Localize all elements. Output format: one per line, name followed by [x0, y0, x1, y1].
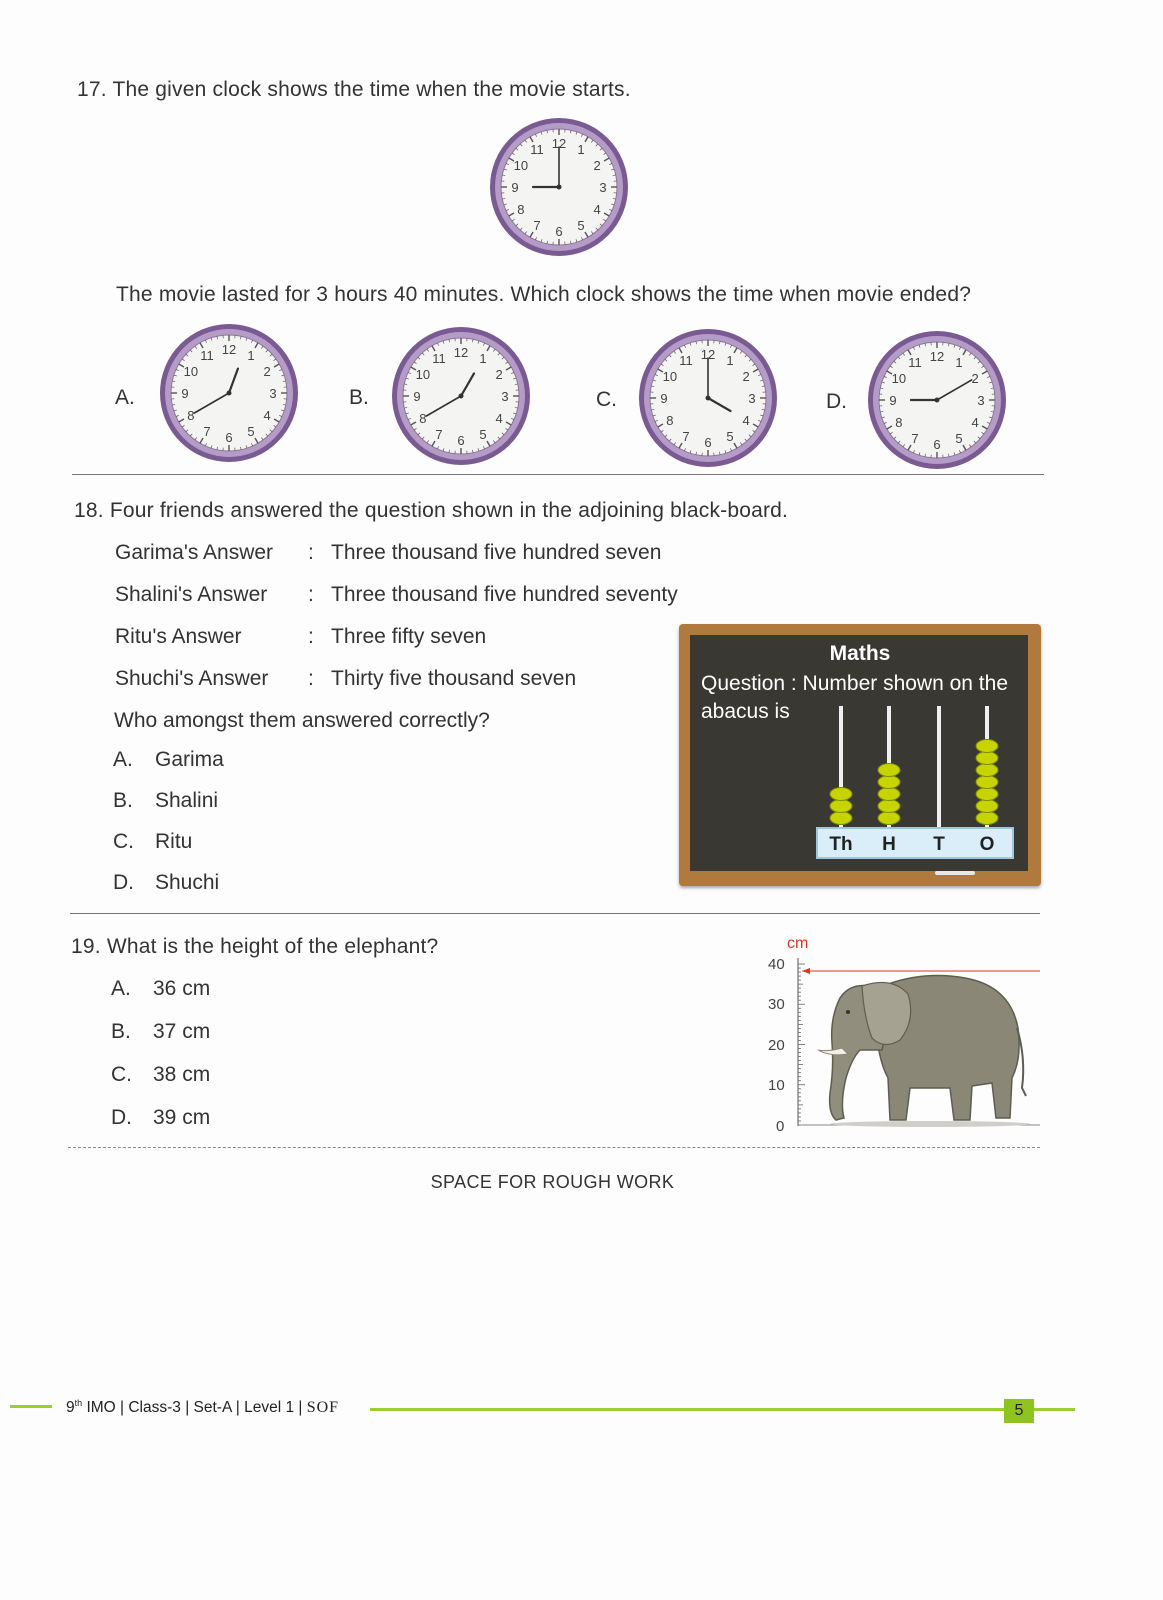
- answer-colon: :: [308, 541, 314, 564]
- q18-option-b[interactable]: [113, 789, 313, 830]
- answer-colon: :: [308, 667, 314, 690]
- clock-numeral: 2: [971, 371, 979, 386]
- q18-prompt: Who amongst them answered correctly?: [114, 709, 490, 732]
- clock-numeral: 11: [908, 354, 922, 370]
- clock-numeral: 11: [200, 347, 214, 363]
- clock-numeral: 10: [513, 158, 529, 173]
- q18-option-d[interactable]: [113, 871, 313, 912]
- elephant-figure: [760, 928, 1050, 1138]
- clock-numeral: 4: [263, 408, 271, 423]
- abacus-bead: [878, 800, 900, 813]
- clock-numeral: 9: [660, 391, 668, 406]
- abacus-bead: [878, 764, 900, 777]
- abacus-bead: [878, 812, 900, 825]
- option-label: D.: [113, 871, 134, 894]
- q17-option-d-label[interactable]: D.: [826, 390, 847, 413]
- abacus: [809, 700, 1029, 860]
- clock-numeral: 8: [895, 415, 903, 430]
- ruler-label-20: 20: [768, 1037, 785, 1054]
- q18-text: Four friends answered the question shown in the adjoining black-board.: [109, 499, 789, 522]
- footer-details: IMO | Class-3 | Set-A | Level 1 |: [82, 1399, 307, 1417]
- clock-numeral: 4: [971, 415, 979, 430]
- option-text: 39 cm: [153, 1106, 211, 1129]
- option-text: Ritu: [155, 830, 193, 853]
- clock-numeral: 7: [203, 424, 211, 440]
- q18-option-a[interactable]: [113, 748, 313, 789]
- clock-numeral: 11: [679, 352, 693, 368]
- clock-numeral: 3: [748, 391, 756, 406]
- answer-text: Three fifty seven: [331, 625, 487, 648]
- height-marker-arrow: [802, 968, 810, 974]
- clock-numeral: 12: [551, 136, 567, 151]
- q18-option-c[interactable]: [113, 830, 313, 871]
- option-label: C.: [111, 1063, 132, 1086]
- clock-numeral: 10: [662, 369, 678, 384]
- footer-line-left: [10, 1405, 52, 1408]
- answer-name: Shalini's Answer: [115, 583, 268, 606]
- answer-name: Shuchi's Answer: [115, 667, 269, 690]
- option-label: B.: [111, 1020, 131, 1043]
- option-label: A.: [113, 748, 133, 771]
- clock-numeral: 5: [955, 431, 963, 447]
- clock-numeral: 5: [726, 429, 734, 445]
- start-clock: [488, 116, 630, 258]
- rough-work-divider: [68, 1147, 1040, 1148]
- clock-pivot: [459, 394, 464, 399]
- clock-numeral: 9: [413, 389, 421, 404]
- q17-text: The given clock shows the time when the movie starts.: [112, 78, 631, 101]
- clock-numeral: 1: [726, 352, 734, 368]
- clock-pivot: [557, 185, 562, 190]
- clock-numeral: 10: [891, 371, 907, 386]
- abacus-place-label: Th: [829, 834, 853, 855]
- option-d-clock[interactable]: [866, 329, 1008, 471]
- clock-numeral: 1: [577, 141, 585, 157]
- blackboard: [679, 624, 1041, 886]
- divider-1: [72, 474, 1044, 475]
- option-label: D.: [111, 1106, 132, 1129]
- option-text: 36 cm: [153, 977, 211, 1000]
- clock-numeral: 2: [263, 364, 271, 379]
- q18-options: [113, 748, 313, 912]
- clock-numeral: 5: [247, 424, 255, 440]
- abacus-bead: [976, 812, 998, 825]
- ruler-label-30: 30: [768, 996, 785, 1013]
- ruler-label-40: 40: [768, 956, 785, 973]
- clock-numeral: 3: [501, 389, 509, 404]
- q19-number: 19.: [71, 935, 101, 958]
- clock-numeral: 6: [933, 437, 941, 452]
- q17-number: 17.: [77, 78, 107, 101]
- divider-2: [70, 913, 1040, 914]
- ruler-minor-ticks: [798, 964, 805, 1125]
- option-text: 37 cm: [153, 1020, 211, 1043]
- clock-numeral: 8: [666, 413, 674, 428]
- clock-numeral: 9: [511, 180, 519, 195]
- clock-numeral: 7: [911, 431, 919, 447]
- answer-name: Garima's Answer: [115, 541, 274, 564]
- clock-numeral: 6: [225, 430, 233, 445]
- abacus-bead: [976, 800, 998, 813]
- chalk-ledge: [935, 871, 975, 875]
- clock-numeral: 6: [457, 433, 465, 448]
- footer-sup: th: [74, 1398, 83, 1408]
- clock-numeral: 4: [742, 413, 750, 428]
- ruler-label-0: 0: [776, 1118, 785, 1135]
- clock-numeral: 8: [517, 202, 525, 217]
- abacus-bead: [830, 812, 852, 825]
- option-text: Garima: [155, 748, 224, 771]
- clock-numeral: 12: [929, 349, 945, 364]
- clock-numeral: 11: [432, 350, 446, 366]
- abacus-bead: [830, 788, 852, 801]
- option-a-clock[interactable]: [158, 322, 300, 464]
- abacus-bead: [976, 752, 998, 765]
- abacus-bead: [976, 764, 998, 777]
- option-c-clock[interactable]: [637, 327, 779, 469]
- clock-numeral: 10: [183, 364, 199, 379]
- clock-numeral: 12: [700, 347, 716, 362]
- option-label: A.: [111, 977, 131, 1000]
- footer-line-right: [370, 1408, 1075, 1411]
- abacus-place-label: H: [882, 834, 896, 855]
- q17-option-c-label[interactable]: C.: [596, 388, 617, 411]
- clock-numeral: 1: [247, 347, 255, 363]
- abacus-place-label: O: [979, 834, 995, 855]
- sof-logo: SOF: [306, 1399, 340, 1417]
- footer-grade: 9: [66, 1399, 75, 1417]
- clock-numeral: 4: [495, 411, 503, 426]
- q17-option-a-label[interactable]: A.: [115, 386, 135, 409]
- answer-text: Three thousand five hundred seven: [331, 541, 662, 564]
- clock-numeral: 8: [419, 411, 427, 426]
- clock-numeral: 2: [495, 367, 503, 382]
- clock-numeral: 9: [889, 393, 897, 408]
- clock-numeral: 7: [682, 429, 690, 445]
- page-number: 5: [1004, 1399, 1034, 1423]
- abacus-bead: [976, 740, 998, 753]
- clock-numeral: 3: [269, 386, 277, 401]
- q19-options: [111, 977, 311, 1149]
- clock-pivot: [227, 391, 232, 396]
- abacus-bead: [878, 776, 900, 789]
- clock-numeral: 7: [533, 218, 541, 234]
- clock-numeral: 2: [742, 369, 750, 384]
- clock-numeral: 10: [415, 367, 431, 382]
- ruler-unit: cm: [787, 935, 809, 952]
- answer-text: Three thousand five hundred seventy: [331, 583, 678, 606]
- board-title: Maths: [829, 642, 891, 665]
- q17-followup: The movie lasted for 3 hours 40 minutes. Which clock shows the time when movie ended?: [116, 283, 972, 306]
- q19-question: [71, 935, 438, 959]
- answer-name: Ritu's Answer: [115, 625, 242, 648]
- board-line-2: abacus is: [701, 700, 790, 723]
- clock-numeral: 3: [977, 393, 985, 408]
- clock-numeral: 7: [435, 427, 443, 443]
- option-text: Shalini: [155, 789, 219, 812]
- clock-numeral: 12: [221, 342, 237, 357]
- q19-option-c[interactable]: [111, 1063, 311, 1106]
- option-label: B.: [113, 789, 133, 812]
- q19-text: What is the height of the elephant?: [106, 935, 439, 958]
- q19-option-b[interactable]: [111, 1020, 311, 1063]
- clock-numeral: 5: [577, 218, 585, 234]
- clock-numeral: 1: [955, 354, 963, 370]
- clock-numeral: 6: [704, 435, 712, 450]
- footer-info: [66, 1398, 339, 1417]
- q19-option-a[interactable]: [111, 977, 311, 1020]
- clock-numeral: 9: [181, 386, 189, 401]
- abacus-bead: [878, 788, 900, 801]
- q18-number: 18.: [74, 499, 104, 522]
- board-line-1: Question : Number shown on the: [701, 672, 1009, 695]
- option-text: 38 cm: [153, 1063, 211, 1086]
- clock-pivot: [706, 396, 711, 401]
- q18-question: [74, 499, 788, 523]
- clock-numeral: 1: [479, 350, 487, 366]
- clock-numeral: 12: [453, 345, 469, 360]
- q17-option-b-label[interactable]: B.: [349, 386, 369, 409]
- abacus-bead: [976, 788, 998, 801]
- option-label: C.: [113, 830, 134, 853]
- abacus-bead: [830, 800, 852, 813]
- ruler-label-10: 10: [768, 1077, 785, 1094]
- elephant-icon: [818, 976, 1030, 1127]
- option-text: Shuchi: [155, 871, 220, 894]
- clock-numeral: 11: [530, 141, 544, 157]
- clock-numeral: 6: [555, 224, 563, 239]
- clock-numeral: 8: [187, 408, 195, 423]
- q17-question: [77, 78, 631, 102]
- clock-pivot: [935, 398, 940, 403]
- clock-numeral: 2: [593, 158, 601, 173]
- q19-option-d[interactable]: [111, 1106, 311, 1149]
- clock-numeral: 5: [479, 427, 487, 443]
- abacus-place-label: T: [933, 834, 945, 855]
- rough-work-heading: SPACE FOR ROUGH WORK: [430, 1172, 675, 1192]
- clock-numeral: 3: [599, 180, 607, 195]
- answer-text: Thirty five thousand seven: [331, 667, 577, 690]
- option-b-clock[interactable]: [390, 325, 532, 467]
- clock-numeral: 4: [593, 202, 601, 217]
- answer-colon: :: [308, 583, 314, 606]
- abacus-bead: [976, 776, 998, 789]
- answer-colon: :: [308, 625, 314, 648]
